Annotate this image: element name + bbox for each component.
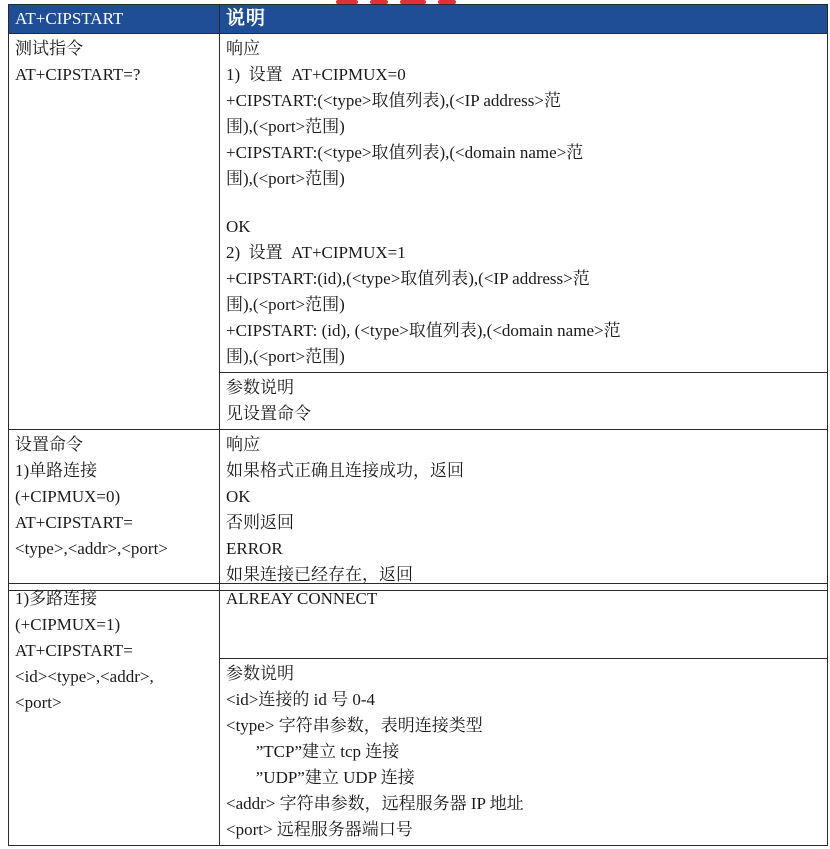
response-line: 围),(<port>范围) — [226, 169, 345, 188]
multi-response-row — [9, 584, 828, 659]
response-line: 围),(<port>范围) — [226, 117, 345, 136]
table-header-row — [9, 5, 828, 34]
params-line: 见设置命令 — [226, 404, 311, 423]
response-line: ALREAY CONNECT — [226, 589, 378, 608]
response-line: 2) 设置 AT+CIPMUX=1 — [226, 243, 406, 262]
response-line: +CIPSTART: (id), (<type>取值列表),(<domain name>范 — [226, 321, 621, 340]
response-line: 如果连接已经存在，返回 — [226, 565, 413, 584]
set-command-line: AT+CIPSTART= — [15, 513, 133, 532]
params-line: <addr> 字符串参数，远程服务器 IP 地址 — [226, 794, 524, 813]
multi-command-line: 1)多路连接 — [15, 589, 98, 608]
set-command-line: (+CIPMUX=0) — [15, 487, 121, 506]
response-line: OK — [226, 487, 251, 506]
multi-command-cell — [9, 584, 220, 846]
response-line: 围),(<port>范围) — [226, 347, 345, 366]
params-heading: 参数说明 — [226, 664, 294, 683]
spacer — [226, 192, 821, 214]
multi-command-line: <port> — [15, 693, 62, 712]
response-line: ERROR — [226, 539, 283, 558]
multi-connection-table — [8, 583, 828, 846]
params-line: ”TCP”建立 tcp 连接 — [226, 742, 400, 761]
multi-params-cell — [220, 659, 828, 846]
multi-command-line: (+CIPMUX=1) — [15, 615, 121, 634]
header-description: 说明 — [220, 5, 828, 34]
multi-command-line: AT+CIPSTART= — [15, 641, 133, 660]
set-command-label: 设置命令 — [15, 435, 83, 454]
multi-command-line: <id><type>,<addr>, — [15, 667, 154, 686]
test-response-cell — [220, 34, 828, 373]
at-cipstart-table — [8, 4, 828, 591]
params-line: <id>连接的 id 号 0-4 — [226, 690, 376, 709]
response-line: 围),(<port>范围) — [226, 295, 345, 314]
test-command-cell — [9, 34, 220, 430]
params-line: <type> 字符串参数，表明连接类型 — [226, 716, 483, 735]
test-command-row — [9, 34, 828, 373]
response-line: 响应 — [226, 435, 260, 454]
response-line: OK — [226, 217, 251, 236]
test-command-label: 测试指令 — [15, 39, 83, 58]
set-command-line: 1)单路连接 — [15, 461, 98, 480]
header-command: AT+CIPSTART — [9, 5, 220, 34]
multi-response-cell — [220, 584, 828, 659]
set-command-cell — [9, 430, 220, 591]
params-line: ”UDP”建立 UDP 连接 — [226, 768, 415, 787]
set-command-row — [9, 430, 828, 591]
test-params-cell — [220, 373, 828, 430]
response-line: +CIPSTART:(<type>取值列表),(<domain name>范 — [226, 143, 584, 162]
response-line: 响应 — [226, 39, 260, 58]
set-command-line: <type>,<addr>,<port> — [15, 539, 168, 558]
test-command-syntax: AT+CIPSTART=? — [15, 65, 141, 84]
response-line: +CIPSTART:(id),(<type>取值列表),(<IP address>范 — [226, 269, 590, 288]
params-heading: 参数说明 — [226, 378, 294, 397]
response-line: 如果格式正确且连接成功，返回 — [226, 461, 464, 480]
response-line: 1) 设置 AT+CIPMUX=0 — [226, 65, 406, 84]
response-line: 否则返回 — [226, 513, 294, 532]
set-response-cell — [220, 430, 828, 591]
params-line: <port> 远程服务器端口号 — [226, 820, 413, 839]
response-line: +CIPSTART:(<type>取值列表),(<IP address>范 — [226, 91, 561, 110]
